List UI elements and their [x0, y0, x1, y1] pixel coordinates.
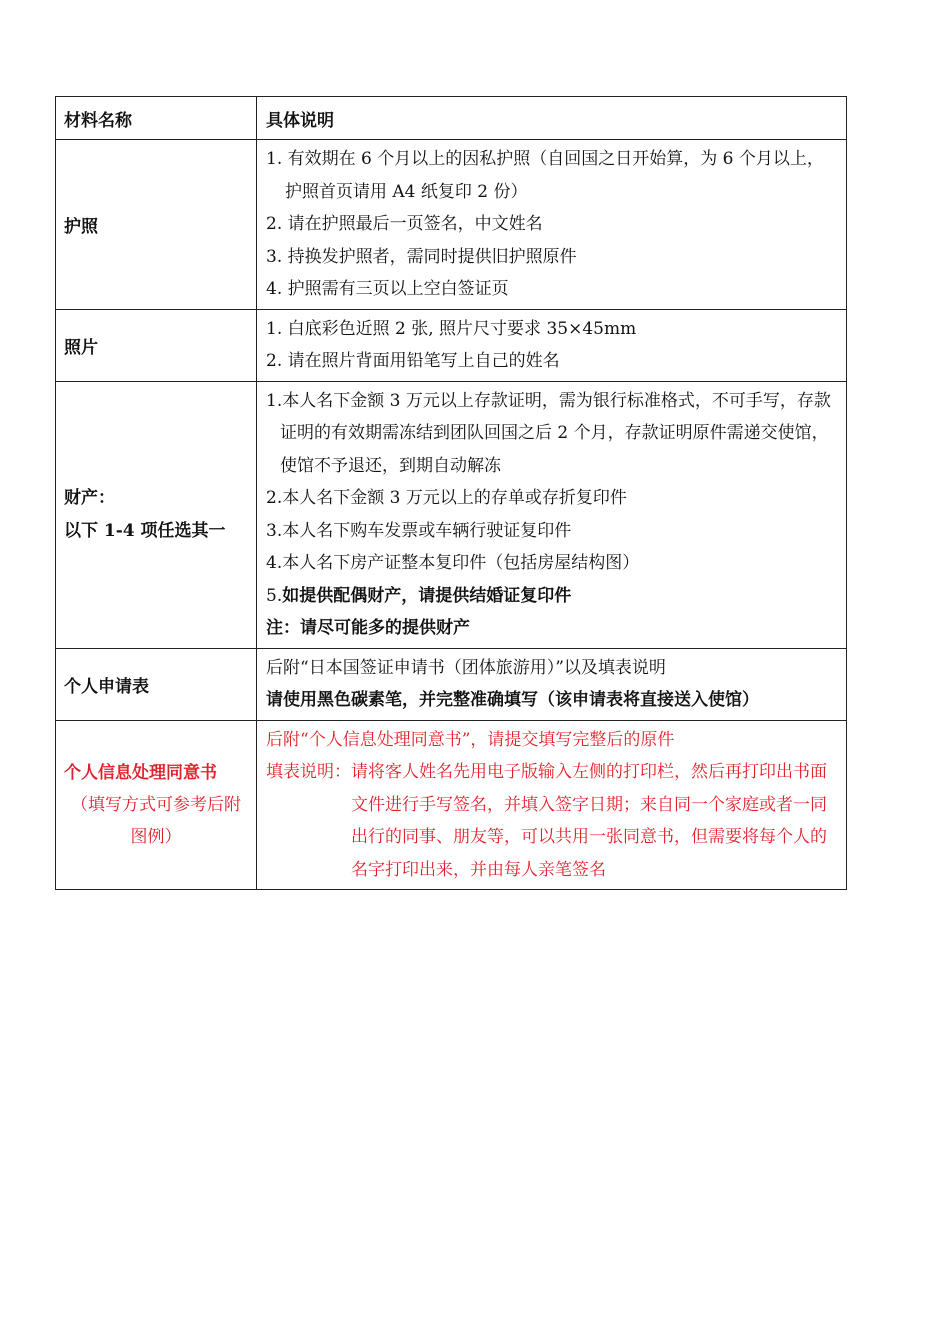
passport-item-4: 4. 护照需有三页以上空白签证页: [266, 279, 509, 299]
property-item-5-prefix: 5.: [266, 585, 283, 606]
property-label-line-1: 财产：: [64, 488, 115, 508]
property-item-1: 1.本人名下金额 3 万元以上存款证明，需为银行标准格式，不可手写，存款证明的有效期需冻结到团队回国之后 2 个月，存款证明原件需递交使馆，使馆不予退还，到期自动解冻: [266, 390, 831, 476]
photo-item-2: 2. 请在照片背面用铅笔写上自己的姓名: [266, 351, 560, 371]
property-item-4: 4.本人名下房产证整本复印件（包括房屋结构图）: [266, 553, 640, 573]
table-row-application: [56, 648, 847, 720]
photo-details: [257, 309, 847, 381]
consent-explain-label: 填表说明：: [266, 762, 351, 782]
consent-explain-text: 请将客人姓名先用电子版输入左侧的打印栏，然后再打印出书面文件进行手写签名，并填入签字日期；来自同一个家庭或者一同出行的同事、朋友等，可以共用一张同意书，但需要将每个人的名字打印出来，并由每人亲笔签名: [351, 762, 827, 880]
property-details: [257, 381, 847, 648]
consent-line-1: 后附“个人信息处理同意书”，请提交填写完整后的原件: [266, 729, 675, 750]
passport-item-1: 1. 有效期在 6 个月以上的因私护照（自回国之日开始算，为 6 个月以上，护照首页请用 A4 纸复印 2 份）: [266, 149, 824, 202]
property-item-2: 2.本人名下金额 3 万元以上的存单或存折复印件: [266, 488, 627, 508]
table-row-passport: [56, 140, 847, 310]
consent-label-cell: [56, 720, 257, 890]
property-item-3: 3.本人名下购车发票或车辆行驶证复印件: [266, 520, 572, 541]
passport-item-2: 2. 请在护照最后一页签名，中文姓名: [266, 214, 543, 234]
table-row-photo: [56, 309, 847, 381]
application-details: [257, 648, 847, 720]
table-row-property: [56, 381, 847, 648]
materials-table: [55, 96, 847, 890]
property-label-line-2: 以下 1-4 项任选其一: [64, 520, 226, 541]
application-line-2: 请使用黑色碳素笔，并完整准确填写（该申请表将直接送入使馆）: [266, 690, 759, 710]
table-header-row: [56, 97, 847, 140]
property-item-5-text: 如提供配偶财产，请提供结婚证复印件: [282, 585, 572, 606]
table-row-consent: [56, 720, 847, 890]
passport-details: [257, 140, 847, 310]
application-line-1: 后附“日本国签证申请书（团体旅游用）”以及填表说明: [266, 657, 666, 678]
property-note: 注：请尽可能多的提供财产: [266, 618, 470, 638]
property-item-5: [266, 580, 840, 613]
consent-sub-label: （填写方式可参考后附图例）: [71, 795, 241, 847]
consent-details: [257, 720, 847, 890]
consent-explain: [266, 756, 840, 886]
application-label: 个人申请表: [56, 648, 257, 720]
consent-label: 个人信息处理同意书: [64, 762, 217, 783]
photo-item-1: 1. 白底彩色近照 2 张, 照片尺寸要求 35×45mm: [266, 318, 637, 339]
passport-label: 护照: [56, 140, 257, 310]
photo-label: 照片: [56, 309, 257, 381]
header-details: 具体说明: [257, 97, 847, 140]
property-label: [56, 381, 257, 648]
passport-item-3: 3. 持换发护照者，需同时提供旧护照原件: [266, 246, 577, 267]
header-material-name: 材料名称: [56, 97, 257, 140]
